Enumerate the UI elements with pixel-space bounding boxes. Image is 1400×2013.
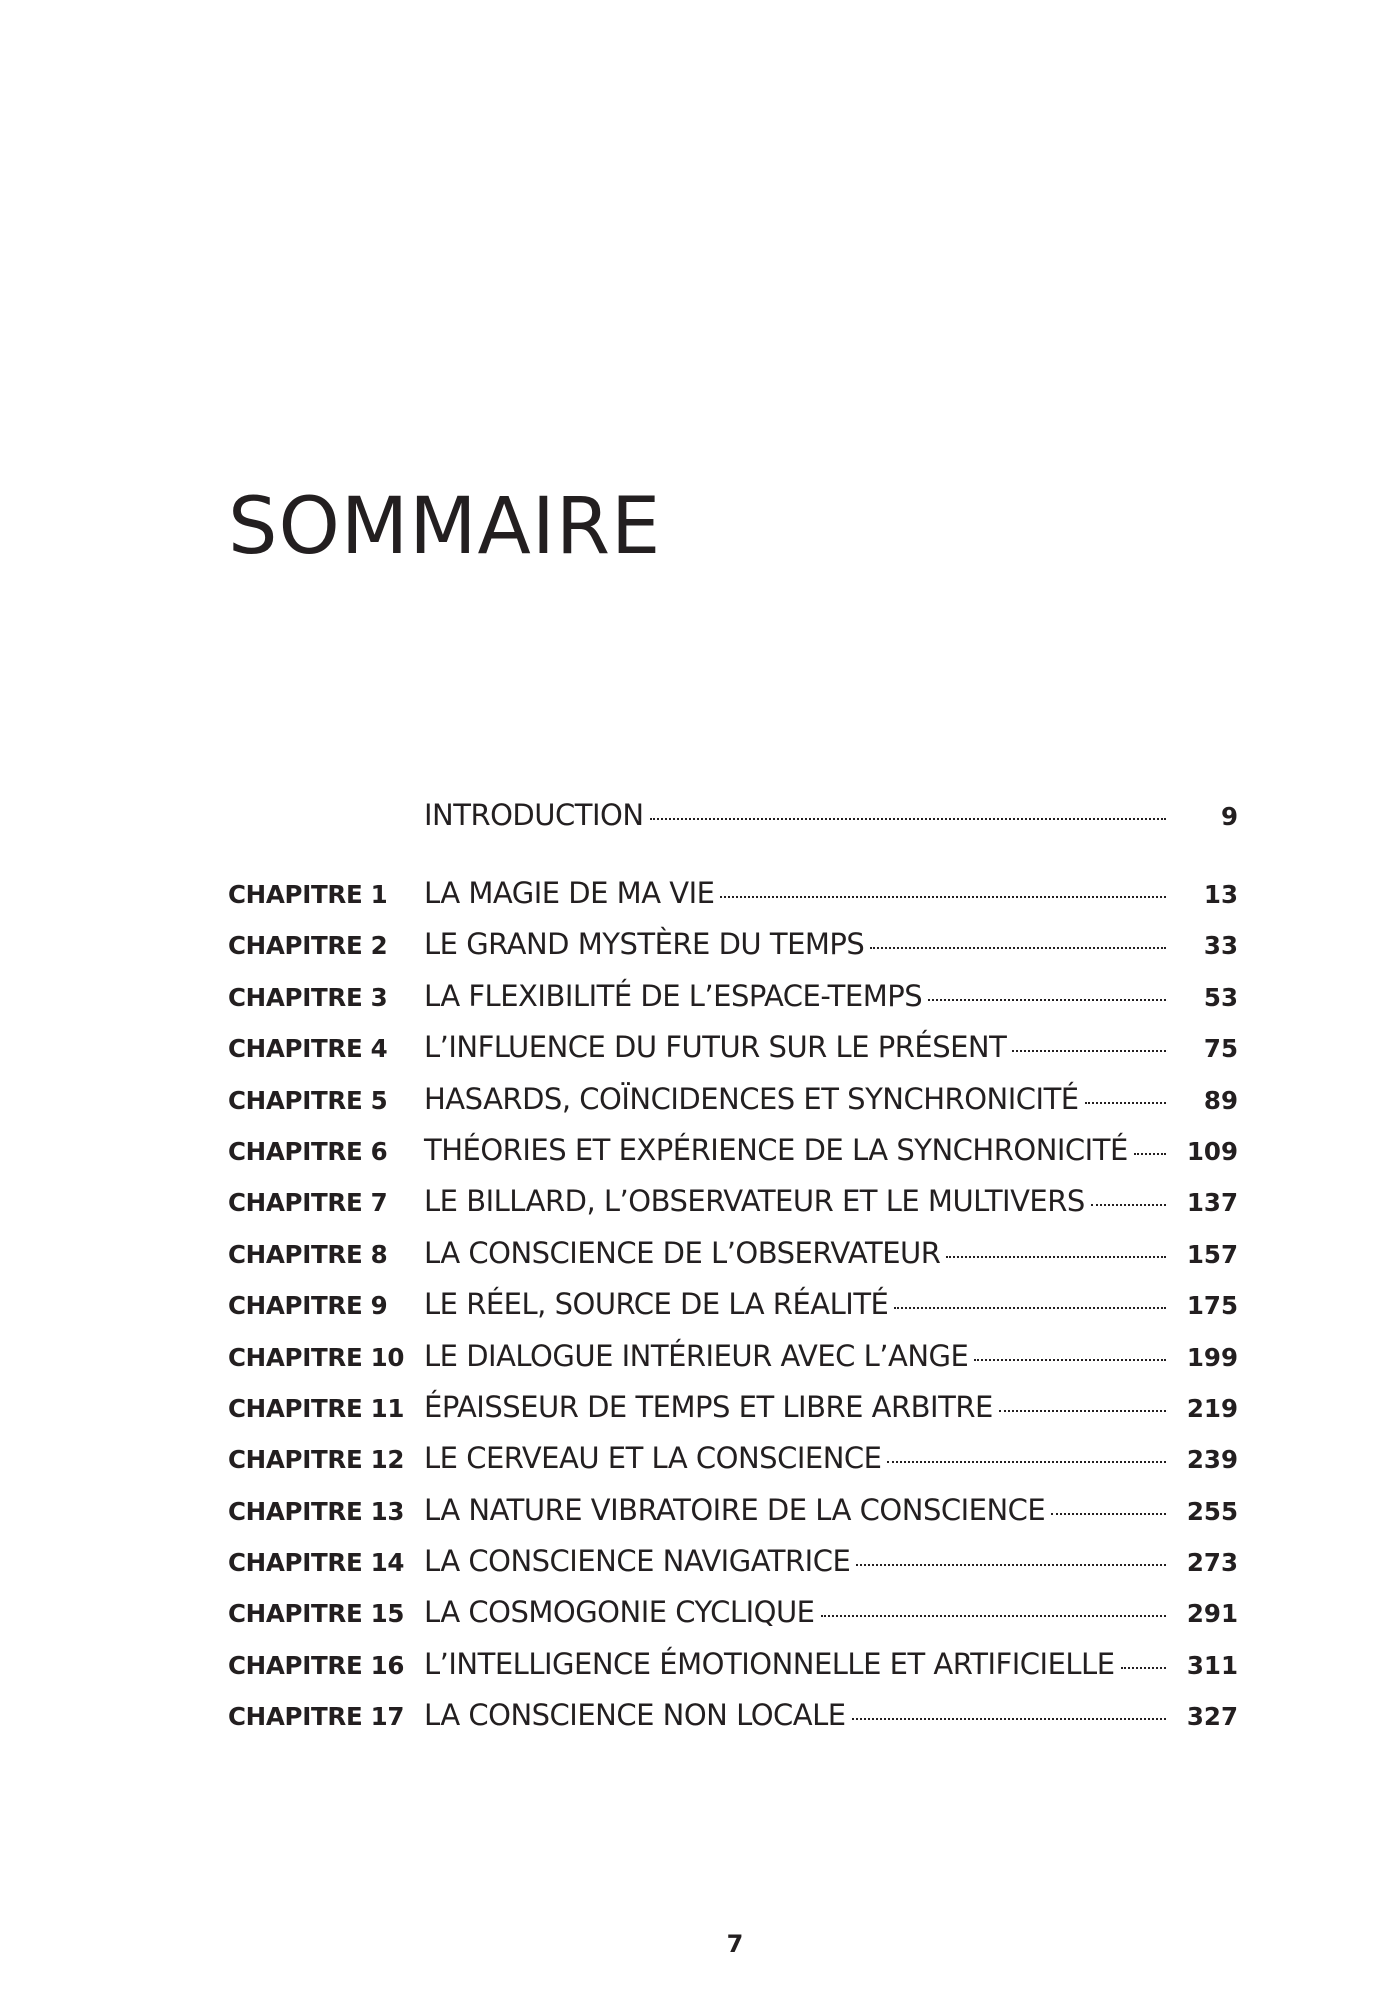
toc-page-number: 327: [1186, 1702, 1238, 1732]
toc-entry-title: INTRODUCTION: [424, 798, 644, 832]
toc-chapter-label: CHAPITRE 8: [228, 1239, 388, 1269]
toc-entry-title: L’INTELLIGENCE ÉMOTIONNELLE ET ARTIFICIELLE: [424, 1646, 1115, 1681]
dot-leader: [887, 1461, 1166, 1463]
page-title: SOMMAIRE: [228, 482, 662, 572]
dot-leader: [894, 1307, 1166, 1309]
toc-chapter-label: CHAPITRE 13: [228, 1496, 405, 1526]
toc-page-number: 53: [1203, 982, 1238, 1012]
toc-entry-title: LA COSMOGONIE CYCLIQUE: [424, 1595, 815, 1630]
toc-chapter-label: CHAPITRE 11: [228, 1393, 405, 1423]
toc-page-number: 75: [1203, 1034, 1238, 1064]
toc-page-number: 199: [1186, 1342, 1238, 1372]
toc-page-number: 13: [1203, 880, 1238, 909]
toc-chapter-label: CHAPITRE 5: [228, 1085, 388, 1115]
toc-entry-chapter-6[interactable]: [228, 1133, 1238, 1184]
toc-entry-chapter-14[interactable]: [228, 1544, 1238, 1595]
toc-entry-introduction[interactable]: [228, 798, 1238, 876]
toc-entry-title: LA FLEXIBILITÉ DE L’ESPACE-TEMPS: [424, 978, 923, 1013]
toc-page-number: 255: [1186, 1496, 1238, 1526]
toc-entry-chapter-15[interactable]: [228, 1595, 1238, 1646]
toc-entry-title: LA CONSCIENCE DE L’OBSERVATEUR: [424, 1235, 941, 1270]
toc-entry-chapter-5[interactable]: [228, 1082, 1238, 1133]
toc-entry-title: LA CONSCIENCE NON LOCALE: [424, 1698, 846, 1733]
toc-entry-chapter-4[interactable]: [228, 1030, 1238, 1081]
toc-page-number: 109: [1186, 1136, 1238, 1166]
dot-leader: [1051, 1513, 1166, 1515]
toc-chapter-label: CHAPITRE 3: [228, 982, 388, 1012]
toc-page-number: 219: [1186, 1393, 1238, 1423]
toc-chapter-label: CHAPITRE 2: [228, 931, 388, 961]
toc-entry-chapter-17[interactable]: [228, 1698, 1238, 1749]
toc-chapter-label: CHAPITRE 7: [228, 1188, 388, 1218]
toc-entry-title: LE RÉEL, SOURCE DE LA RÉALITÉ: [424, 1287, 889, 1322]
toc-entry-chapter-8[interactable]: [228, 1236, 1238, 1287]
dot-leader: [856, 1564, 1166, 1566]
toc-entry-chapter-13[interactable]: [228, 1493, 1238, 1544]
toc-chapter-label: CHAPITRE 9: [228, 1291, 388, 1321]
toc-page-number: 239: [1186, 1445, 1238, 1475]
toc-page-number: 311: [1186, 1650, 1238, 1680]
toc-chapter-label: CHAPITRE 17: [228, 1702, 405, 1732]
dot-leader: [974, 1359, 1166, 1361]
toc-chapter-label: CHAPITRE 4: [228, 1034, 388, 1064]
dot-leader: [650, 818, 1166, 820]
toc-chapter-label: CHAPITRE 10: [228, 1342, 405, 1372]
toc-entry-chapter-1[interactable]: [228, 876, 1238, 927]
dot-leader: [852, 1718, 1166, 1720]
toc-page-number: 137: [1186, 1188, 1238, 1218]
toc-entry-chapter-2[interactable]: [228, 927, 1238, 978]
toc-entry-chapter-16[interactable]: [228, 1647, 1238, 1698]
toc-page-number: 33: [1203, 931, 1238, 961]
toc-entry-chapter-11[interactable]: [228, 1390, 1238, 1441]
toc-chapter-label: CHAPITRE 12: [228, 1445, 405, 1475]
toc-entry-title: LA NATURE VIBRATOIRE DE LA CONSCIENCE: [424, 1492, 1046, 1527]
dot-leader: [928, 999, 1166, 1001]
dot-leader: [1091, 1204, 1166, 1206]
toc-entry-title: HASARDS, COÏNCIDENCES ET SYNCHRONICITÉ: [424, 1081, 1079, 1116]
toc-entry-title: LA MAGIE DE MA VIE: [424, 876, 715, 910]
toc-page-number: 9: [1220, 802, 1238, 831]
toc-chapter-label: CHAPITRE 14: [228, 1548, 405, 1578]
toc-page-number: 273: [1186, 1548, 1238, 1578]
toc-entry-chapter-9[interactable]: [228, 1287, 1238, 1338]
toc-page-number: 175: [1186, 1291, 1238, 1321]
dot-leader: [1085, 1102, 1166, 1104]
chapter-list: [228, 876, 1238, 1750]
toc-entry-title: ÉPAISSEUR DE TEMPS ET LIBRE ARBITRE: [424, 1389, 993, 1424]
toc-chapter-label: CHAPITRE 1: [228, 880, 388, 909]
table-of-contents: [228, 798, 1238, 1750]
toc-entry-title: THÉORIES ET EXPÉRIENCE DE LA SYNCHRONICITÉ: [424, 1132, 1128, 1167]
toc-entry-title: LE BILLARD, L’OBSERVATEUR ET LE MULTIVERS: [424, 1184, 1085, 1219]
toc-entry-chapter-10[interactable]: [228, 1339, 1238, 1390]
dot-leader: [720, 896, 1166, 898]
toc-chapter-label: CHAPITRE 16: [228, 1650, 405, 1680]
toc-page-number: 89: [1203, 1085, 1238, 1115]
dot-leader: [1012, 1050, 1166, 1052]
toc-entry-title: LA CONSCIENCE NAVIGATRICE: [424, 1544, 851, 1579]
dot-leader: [999, 1410, 1166, 1412]
dot-leader: [870, 947, 1166, 949]
toc-entry-chapter-3[interactable]: [228, 979, 1238, 1030]
dot-leader: [946, 1256, 1166, 1258]
toc-chapter-label: CHAPITRE 6: [228, 1136, 388, 1166]
toc-page-number: 291: [1186, 1599, 1238, 1629]
dot-leader: [1134, 1153, 1166, 1155]
toc-entry-title: L’INFLUENCE DU FUTUR SUR LE PRÉSENT: [424, 1030, 1007, 1065]
page-number: 7: [726, 1930, 744, 1958]
toc-entry-chapter-7[interactable]: [228, 1184, 1238, 1235]
dot-leader: [1121, 1667, 1166, 1669]
toc-entry-title: LE CERVEAU ET LA CONSCIENCE: [424, 1441, 882, 1476]
toc-page-number: 157: [1186, 1239, 1238, 1269]
toc-entry-chapter-12[interactable]: [228, 1441, 1238, 1492]
toc-entry-title: LE DIALOGUE INTÉRIEUR AVEC L’ANGE: [424, 1338, 969, 1373]
toc-chapter-label: CHAPITRE 15: [228, 1599, 405, 1629]
toc-entry-title: LE GRAND MYSTÈRE DU TEMPS: [424, 927, 865, 962]
dot-leader: [821, 1615, 1167, 1617]
